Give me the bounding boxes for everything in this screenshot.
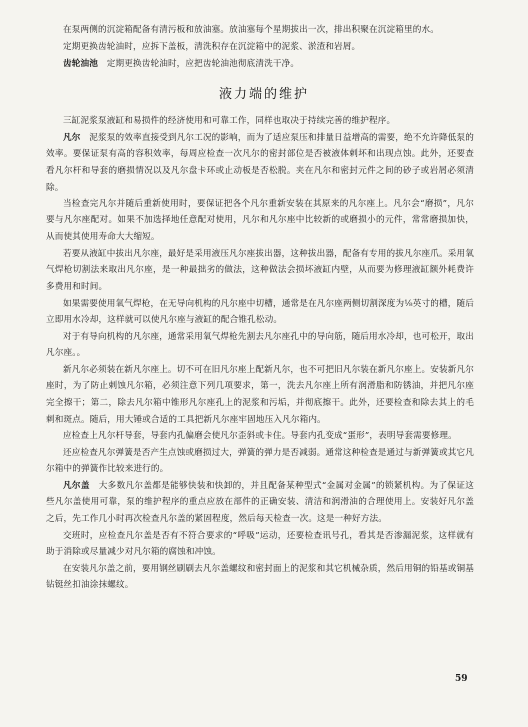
liner-paragraph-1 [46, 130, 474, 196]
liner-paragraph-7: 应检查上凡尔杆导套，导套内孔偏磨会使凡尔歪斜或卡住。导套内孔变成“蛋形”，表明导套需要修理。 [63, 430, 457, 441]
liner-paragraph-5: 对于有导向机构的凡尔座，通常采用氧气焊枪先割去凡尔座孔中的导向筋，随后用水冷却，也可松开，取出凡尔座。。 [46, 331, 474, 359]
liner-paragraph-6: 新凡尔必须装在新凡尔座上。切不可在旧凡尔座上配新凡尔，也不可把旧凡尔装在新凡尔座上。安装新凡尔座时，为了防止剌蚀凡尔箱，必须注意下列几项要求，第一，洗去凡尔座上所有润滑脂和防锈油，并把凡尔座完全擦干；第二，除去凡尔箱中锥形凡尔座孔上的泥浆和污垢，并彻底擦干。此外，还要检查和除去其上的毛刺和斑点。随后，用大锤或合适的工具把新凡尔座牢固地压入凡尔箱内。 [46, 364, 474, 425]
cover-paragraph-1 [46, 478, 474, 528]
liner-paragraph-2: 当检查完凡尔并随后重新使用时，要保证把各个凡尔重新安装在其原来的凡尔座上。凡尔会“磨损”，凡尔要与凡尔座配对。如果不加选择地任意配对使用，凡尔和凡尔座中比较新的或磨损小的元件，常常磨损加快，从而使其使用寿命大大缩短。 [46, 198, 474, 243]
cover-text-1: 大多数凡尔盖都是能够快装和快卸的，并且配备某种型式“金属对金属”的锁紧机构。为了保证这些凡尔盖使用可靠，泵的维护程序的重点应放在部件的正确安装、清洁和润滑油的合理使用上。安装好凡尔盖之后，先工作几小时再次检查凡尔盖的紧固程度，然后每天检查一次。这是一种好方法。 [46, 480, 474, 525]
section-title: 液力端的维护 [218, 86, 309, 102]
gear-oil-paragraph [46, 56, 474, 73]
liner-paragraph-3: 若要从液缸中拔出凡尔座，最好是采用液压凡尔座拔出器，这种拔出器，配备有专用的拔凡尔座爪。采用氧气焊枪切割法来取出凡尔座，是一种最拙劣的做法，这种做法会损坏液缸内壁，从而要为修理液缸额外耗费许多费用和时间。 [46, 248, 474, 293]
gear-oil-text: 定期更换齿轮油时，应把齿轮油池彻底清洗干净。 [106, 59, 300, 69]
cover-paragraph-3: 在安装凡尔盖之前，要用钢丝刷刷去凡尔盖螺纹和密封面上的泥浆和其它机械杂质，然后用铜的铅基或铜基钻铤丝扣油涂抹螺纹。 [46, 563, 474, 591]
intro-paragraph-1: 在泵两侧的沉淀箱配备有清污板和放油塞。放油塞每个星期拔出一次，排出积聚在沉淀箱里的水。 [63, 25, 439, 35]
cover-paragraph-2: 交班时，应检查凡尔盖是否有不符合要求的“呼吸”运动，还要检查讯号孔，看其是否渗漏泥浆，这样就有助于消除或尽量减少对凡尔箱的腐蚀和冲蚀。 [46, 530, 474, 558]
gear-oil-label: 齿轮油池 [63, 59, 98, 69]
liner-text-1: 泥浆泵的效率直接受到凡尔工况的影响，而为了适应泵压和排量日益增高的需要，绝不允许降低泵的效率。要保证泵有高的容积效率，每周应检查一次凡尔的密封部位是否被液体剌坏和出现点蚀。此外，还要查看凡尔杆和导套的磨损情况以及凡尔盘卡环或止动板是否松脱。夹在凡尔和密封元件之间的砂子或岩屑必须清除。 [46, 132, 474, 193]
liner-paragraph-4: 如果需要使用氧气焊枪，在无导向机构的凡尔座中切槽，通常是在凡尔座两侧切割深度为⅛英寸的槽，随后立即用水冷却，这样就可以使凡尔座与液缸的配合锥孔松动。 [46, 298, 474, 326]
section-intro: 三缸泥浆泵液缸和易损件的经济使用和可靠工作，同样也取决于持续完善的维护程序。 [63, 115, 396, 126]
liner-paragraph-8: 还应检查凡尔弹簧是否产生点蚀或磨损过大，弹簧的弹力是否减弱。通常这种检查是通过与新弹簧或其它凡尔箱中的弹簧作比较来进行的。 [46, 447, 474, 475]
page-number: 59 [455, 674, 468, 684]
cover-label: 凡尔盖 [63, 480, 90, 491]
liner-label: 凡尔 [63, 132, 81, 143]
intro-paragraph-2: 定期更换齿轮油时，应拆下盖板，清洗积存在沉淀箱中的泥浆、淤渣和岩屑。 [63, 42, 361, 52]
